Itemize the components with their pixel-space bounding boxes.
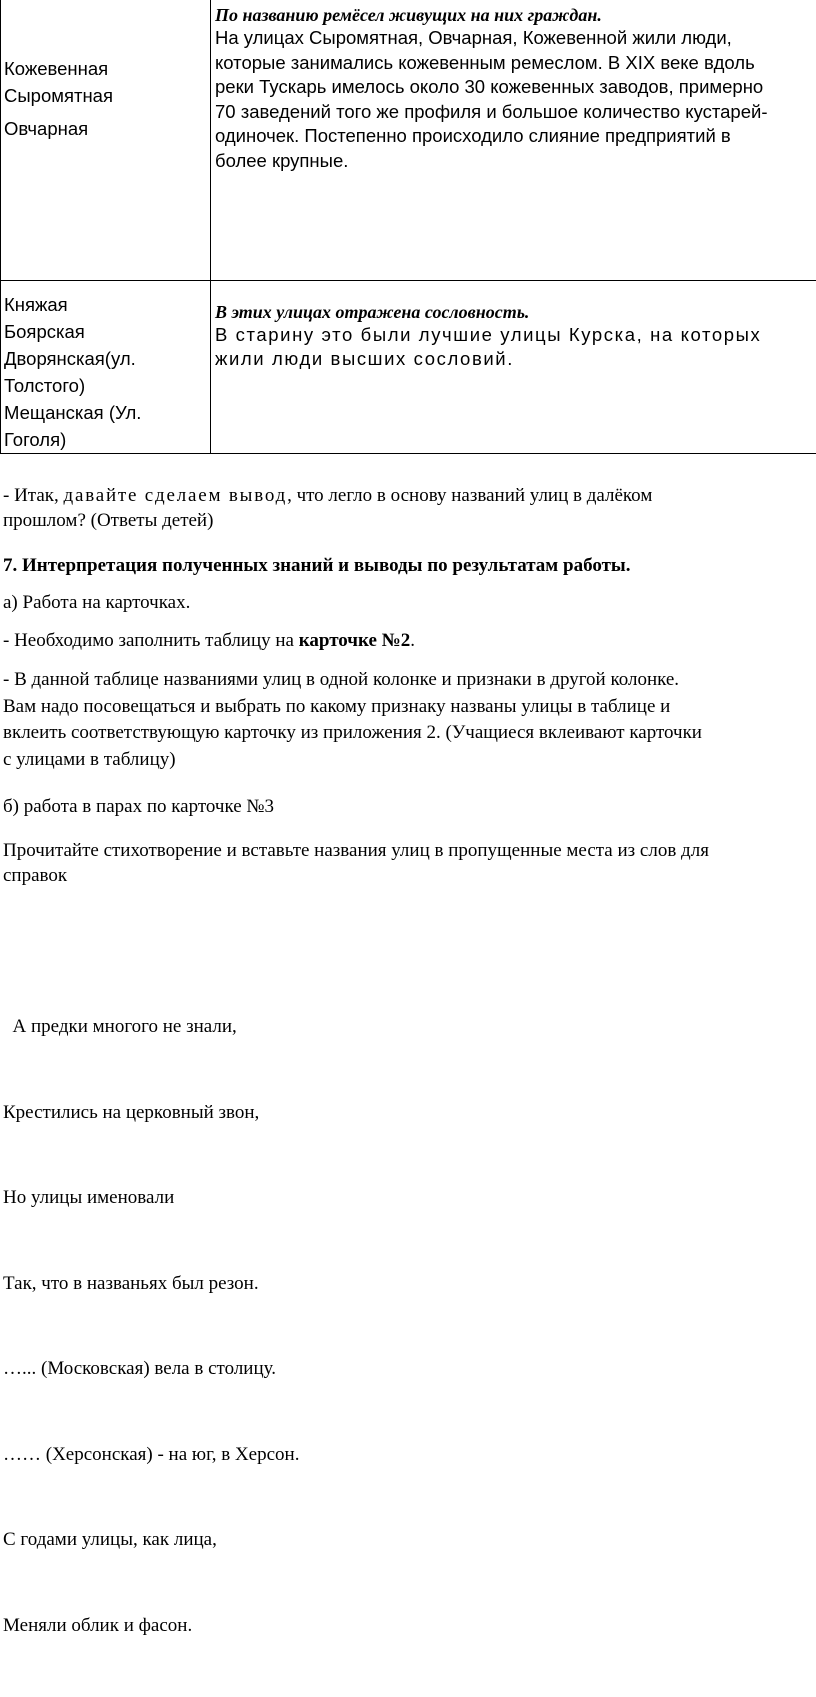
text-fragment: . <box>410 630 415 651</box>
table-row <box>1 0 816 281</box>
street-name: Гоголя) <box>4 426 210 453</box>
text-fragment: - Необходимо заполнить таблицу на <box>3 630 299 651</box>
text-line: жили люди высших сословий. <box>215 347 816 371</box>
street-name: Сыромятная <box>4 82 210 109</box>
street-name: Княжая <box>4 291 210 318</box>
poem-line: С годами улицы, как лица, <box>3 1526 813 1555</box>
description-cell <box>211 0 816 281</box>
description-text <box>215 323 816 371</box>
description-cell <box>211 281 816 454</box>
street-name: Толстого) <box>4 372 210 399</box>
poem-line: Так, что в названьях был резон. <box>3 1270 813 1299</box>
street-name: Кожевенная <box>4 55 210 82</box>
poem-line: …... (Московская) вела в столицу. <box>3 1355 813 1384</box>
conclusion-paragraph <box>3 483 813 533</box>
street-name: Дворянская(ул. <box>4 345 210 372</box>
poem-line: Крестились на церковный звон, <box>3 1099 813 1128</box>
emphasized-phrase: давайте сделаем вывод <box>64 485 288 506</box>
text-line: Вам надо посовещаться и выбрать по какому признаку названы улицы в таблице и <box>3 694 813 721</box>
text-line <box>3 483 813 508</box>
text-line: вклеить соответствующую карточку из приложения 2. (Учащиеся вклеивают карточки <box>3 720 813 747</box>
item-a: а) Работа на карточках. <box>3 590 813 615</box>
street-names-cell <box>1 0 211 281</box>
poem-line: Но улицы именовали <box>3 1184 813 1213</box>
text-line: - В данной таблице названиями улиц в одной колонке и признаки в другой колонке. <box>3 667 813 694</box>
section-heading <box>3 553 813 578</box>
text-fragment: - Итак, <box>3 485 64 506</box>
street-name: Овчарная <box>4 115 210 142</box>
poem-line: А предки многого не знали, <box>3 1013 813 1042</box>
text-line: более крупные. <box>215 149 816 174</box>
text-line: Прочитайте стихотворение и вставьте названия улиц в пропущенные места из слов для <box>3 838 813 863</box>
text-line: 70 заведений того же профиля и большое количество кустарей- <box>215 100 816 125</box>
text-fragment: , что легло в основу названий улиц в далёком <box>287 485 652 506</box>
poem-instruction <box>3 838 813 888</box>
section-7-heading: 7. Интерпретация полученных знаний и выводы по результатам работы. <box>3 555 630 576</box>
text-line: В старину это были лучшие улицы Курска, на которых <box>215 323 816 347</box>
text-line: которые занимались кожевенным ремеслом. В XIX веке вдоль <box>215 51 816 76</box>
description-title: В этих улицах отражена сословность. <box>215 301 816 323</box>
street-names-cell <box>1 281 211 454</box>
text-line: реки Тускарь имелось около 30 кожевенных заводов, примерно <box>215 75 816 100</box>
street-name: Боярская <box>4 318 210 345</box>
instructions-paragraph <box>3 667 813 773</box>
description-text <box>215 26 816 173</box>
poem <box>3 956 813 1697</box>
card-reference: карточке №2 <box>299 630 411 651</box>
street-name: Мещанская (Ул. <box>4 399 210 426</box>
text-line: одиночек. Постепенно происходило слияние предприятий в <box>215 124 816 149</box>
description-title: По названию ремёсел живущих на них граждан. <box>215 4 816 26</box>
fill-table-instruction <box>3 628 813 653</box>
poem-line: …… (Херсонская) - на юг, в Херсон. <box>3 1441 813 1470</box>
text-line: прошлом? (Ответы детей) <box>3 508 813 533</box>
item-b: б) работа в парах по карточке №3 <box>3 794 813 819</box>
poem-line: Меняли облик и фасон. <box>3 1612 813 1641</box>
streets-table <box>0 0 816 454</box>
text-line: справок <box>3 863 813 888</box>
text-line: На улицах Сыромятная, Овчарная, Кожевенной жили люди, <box>215 26 816 51</box>
table-row <box>1 281 816 454</box>
text-line: с улицами в таблицу) <box>3 747 813 774</box>
